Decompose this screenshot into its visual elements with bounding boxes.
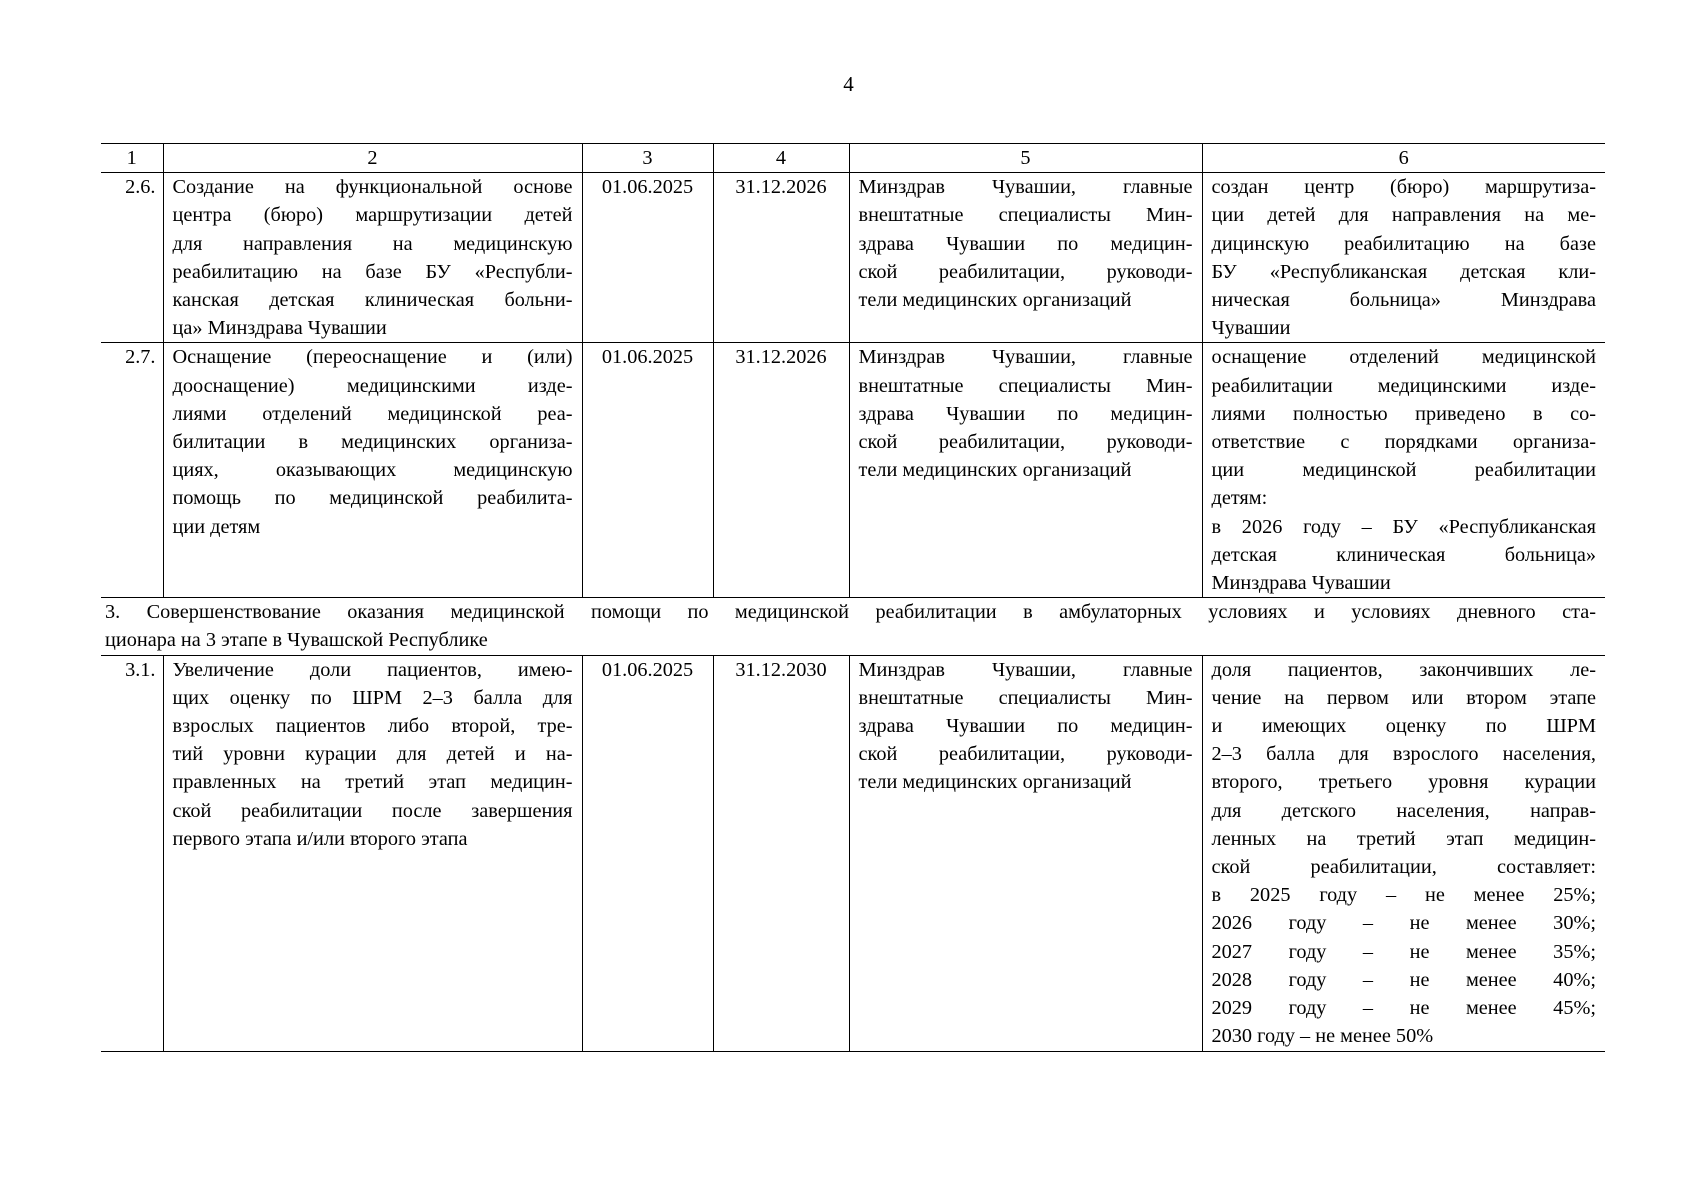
- expected-result-line: детям:: [1211, 487, 1268, 510]
- responsible-parties: [849, 173, 1202, 343]
- measure-description-line: первого этапа и/или второго этапа: [172, 827, 468, 850]
- start-date: 01.06.2025: [582, 343, 713, 598]
- measure-description-line: циях, оказывающих медицинскую: [172, 459, 573, 482]
- expected-result-line: ской реабилитации, составляет:: [1211, 856, 1596, 879]
- responsible-parties-line: ской реабилитации, руководи-: [858, 260, 1193, 283]
- responsible-parties-line: тели медицинских организаций: [858, 771, 1132, 794]
- measure-description-line: канская детская клиническая больни-: [172, 289, 573, 312]
- expected-result-line: Минздрава Чувашии: [1211, 572, 1391, 595]
- expected-result-line: доля пациентов, закончивших ле-: [1211, 658, 1596, 681]
- measure-description-line: Создание на функциональной основе: [172, 176, 573, 199]
- measure-description-line: ской реабилитации после завершения: [172, 799, 573, 822]
- expected-result-line: ции детей для направления на ме-: [1211, 204, 1596, 227]
- measure-description-line: лиями отделений медицинской реа-: [172, 402, 573, 425]
- expected-result-line: в 2026 году – БУ «Республиканская: [1211, 515, 1596, 538]
- section-heading-row: [101, 598, 1605, 655]
- measure-description-line: Увеличение доли пациентов, имею-: [172, 658, 573, 681]
- expected-result-line: 2026 году – не менее 30%;: [1211, 912, 1596, 935]
- expected-result-line: чение на первом или втором этапе: [1211, 686, 1596, 709]
- expected-result-line: 2028 году – не менее 40%;: [1211, 968, 1596, 991]
- responsible-parties-line: тели медицинских организаций: [858, 289, 1132, 312]
- item-number: 2.7.: [101, 343, 163, 598]
- measure-description: [163, 655, 582, 1051]
- section-3-heading: [101, 598, 1605, 655]
- column-header-2: 2: [163, 144, 582, 173]
- expected-result: [1202, 173, 1605, 343]
- table-row: [101, 655, 1605, 1051]
- expected-result-line: в 2025 году – не менее 25%;: [1211, 884, 1596, 907]
- responsible-parties-line: внештатные специалисты Мин-: [858, 374, 1193, 397]
- expected-result-line: Чувашии: [1211, 317, 1291, 340]
- expected-result-line: оснащение отделений медицинской: [1211, 346, 1596, 369]
- end-date: 31.12.2026: [713, 343, 849, 598]
- responsible-parties-line: здрава Чувашии по медицин-: [858, 715, 1193, 738]
- expected-result-line: лиями полностью приведено в со-: [1211, 402, 1596, 425]
- responsible-parties-line: тели медицинских организаций: [858, 459, 1132, 482]
- end-date: 31.12.2030: [713, 655, 849, 1051]
- responsible-parties-line: здрава Чувашии по медицин-: [858, 232, 1193, 255]
- measure-description-line: ца» Минздрава Чувашии: [172, 317, 387, 340]
- expected-result-line: создан центр (бюро) маршрутиза-: [1211, 176, 1596, 199]
- section-3-rows: [101, 655, 1605, 1051]
- responsible-parties-line: ской реабилитации, руководи-: [858, 743, 1193, 766]
- expected-result-line: реабилитации медицинскими изде-: [1211, 374, 1596, 397]
- responsible-parties-line: внештатные специалисты Мин-: [858, 204, 1193, 227]
- column-header-4: 4: [713, 144, 849, 173]
- measure-description-line: ции детям: [172, 515, 261, 538]
- table-row: [101, 343, 1605, 598]
- expected-result: [1202, 655, 1605, 1051]
- table-row: [101, 173, 1605, 343]
- measure-description-line: дооснащение) медицинскими изде-: [172, 374, 573, 397]
- section-3-heading-line: 3. Совершенствование оказания медицинской помощи по медицинской реабилитации в амбулаторных условиях и условиях дневного ста-: [105, 601, 1596, 624]
- expected-result-line: 2027 году – не менее 35%;: [1211, 940, 1596, 963]
- responsible-parties-line: здрава Чувашии по медицин-: [858, 402, 1193, 425]
- measure-description-line: для направления на медицинскую: [172, 232, 573, 255]
- expected-result-line: 2–3 балла для взрослого населения,: [1211, 743, 1596, 766]
- expected-result-line: ническая больница» Минздрава: [1211, 289, 1596, 312]
- end-date: 31.12.2026: [713, 173, 849, 343]
- measure-description-line: тий уровни курации для детей и на-: [172, 743, 573, 766]
- action-plan-table: [101, 143, 1605, 1052]
- section-2-rows: [101, 173, 1605, 598]
- expected-result-line: ленных на третий этап медицин-: [1211, 827, 1596, 850]
- responsible-parties-line: внештатные специалисты Мин-: [858, 686, 1193, 709]
- measure-description-line: Оснащение (переоснащение и (или): [172, 346, 573, 369]
- expected-result-line: ции медицинской реабилитации: [1211, 459, 1596, 482]
- responsible-parties: [849, 655, 1202, 1051]
- start-date: 01.06.2025: [582, 173, 713, 343]
- measure-description-line: центра (бюро) маршрутизации детей: [172, 204, 573, 227]
- responsible-parties: [849, 343, 1202, 598]
- responsible-parties-line: Минздрав Чувашии, главные: [858, 346, 1193, 369]
- measure-description-line: правленных на третий этап медицин-: [172, 771, 573, 794]
- expected-result-line: второго, третьего уровня курации: [1211, 771, 1596, 794]
- measure-description-line: помощь по медицинской реабилита-: [172, 487, 573, 510]
- column-number-header: [101, 144, 1605, 173]
- responsible-parties-line: Минздрав Чувашии, главные: [858, 658, 1193, 681]
- measure-description-line: реабилитацию на базе БУ «Республи-: [172, 260, 573, 283]
- measure-description-line: билитации в медицинских организа-: [172, 431, 573, 454]
- expected-result-line: и имеющих оценку по ШРМ: [1211, 715, 1596, 738]
- measure-description: [163, 173, 582, 343]
- expected-result: [1202, 343, 1605, 598]
- item-number: 2.6.: [101, 173, 163, 343]
- page-number: 4: [843, 72, 854, 96]
- expected-result-line: 2030 году – не менее 50%: [1211, 1025, 1434, 1048]
- measure-description-line: взрослых пациентов либо второй, тре-: [172, 715, 573, 738]
- expected-result-line: для детского населения, направ-: [1211, 799, 1596, 822]
- expected-result-line: БУ «Республиканская детская кли-: [1211, 260, 1596, 283]
- start-date: 01.06.2025: [582, 655, 713, 1051]
- responsible-parties-line: ской реабилитации, руководи-: [858, 431, 1193, 454]
- column-header-5: 5: [849, 144, 1202, 173]
- expected-result-line: 2029 году – не менее 45%;: [1211, 997, 1596, 1020]
- column-header-6: 6: [1202, 144, 1605, 173]
- measure-description-line: щих оценку по ШРМ 2–3 балла для: [172, 686, 573, 709]
- section-3-heading-line: ционара на 3 этапе в Чувашской Республике: [105, 629, 488, 652]
- responsible-parties-line: Минздрав Чувашии, главные: [858, 176, 1193, 199]
- item-number: 3.1.: [101, 655, 163, 1051]
- expected-result-line: ответствие с порядками организа-: [1211, 431, 1596, 454]
- column-header-1: 1: [101, 144, 163, 173]
- expected-result-line: дицинскую реабилитацию на базе: [1211, 232, 1596, 255]
- expected-result-line: детская клиническая больница»: [1211, 543, 1596, 566]
- column-header-3: 3: [582, 144, 713, 173]
- measure-description: [163, 343, 582, 598]
